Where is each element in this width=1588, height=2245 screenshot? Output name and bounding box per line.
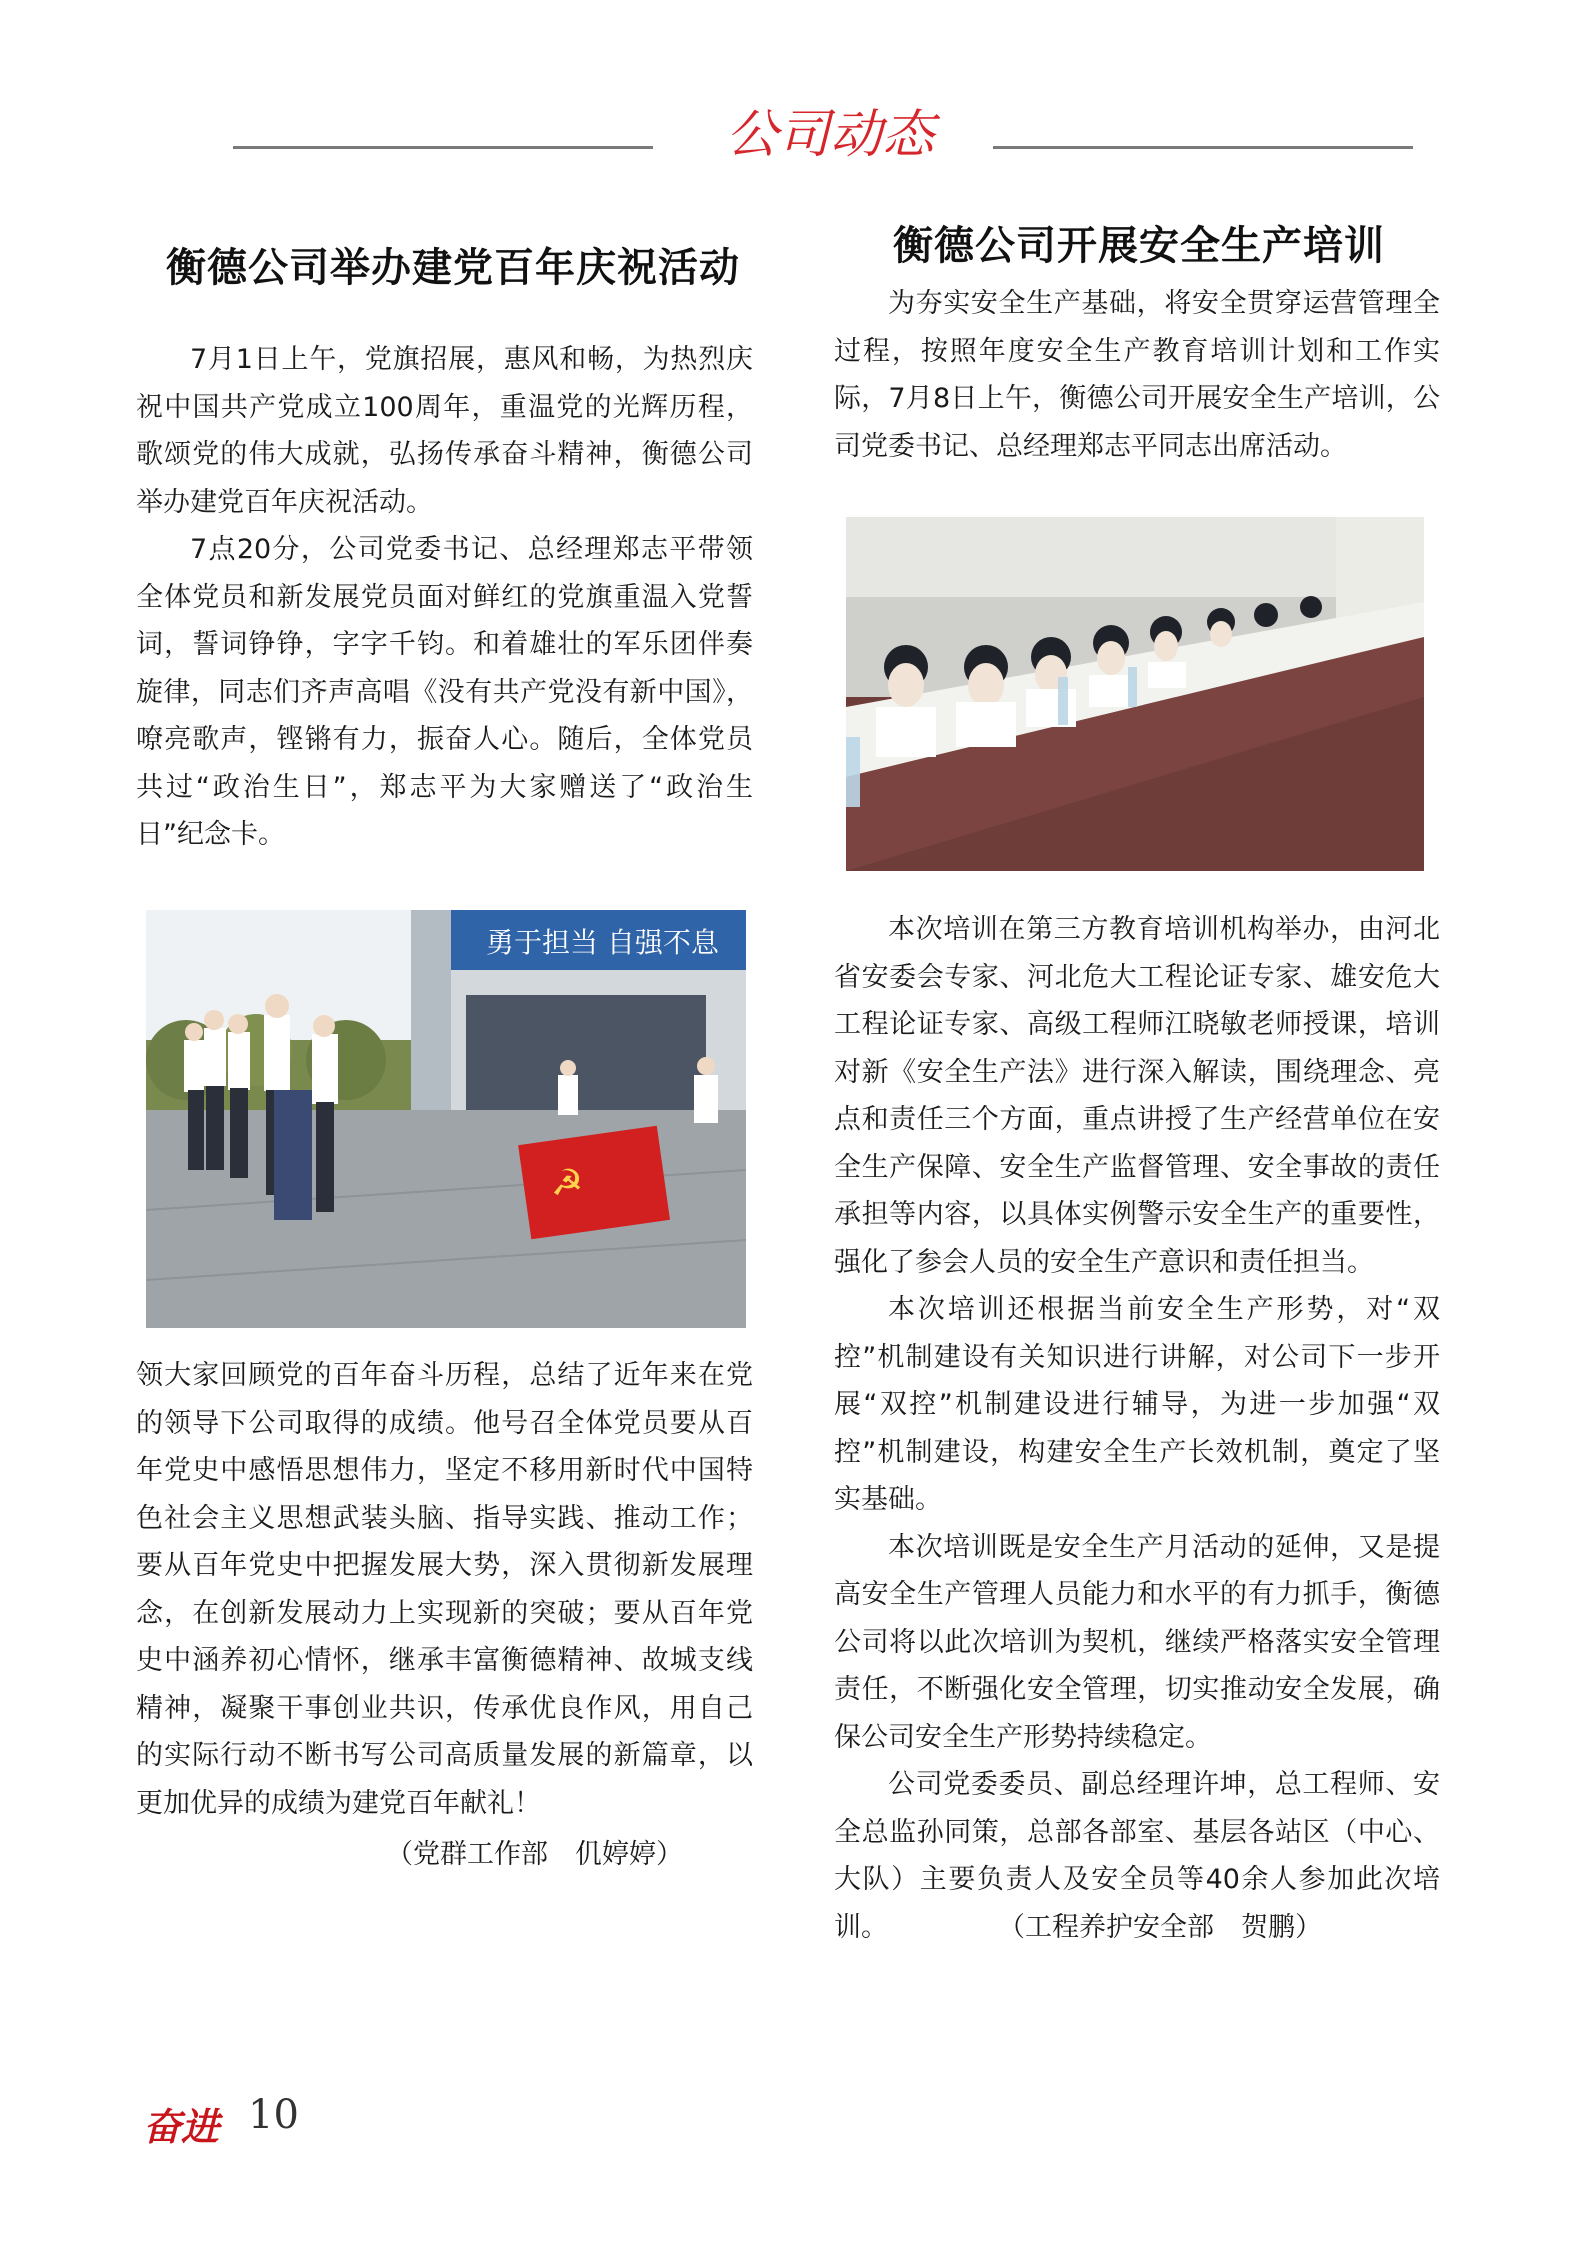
right-paragraph-1: 本次培训在第三方教育培训机构举办，由河北省安委会专家、河北危大工程论证专家、雄安危大工程论证专家、高级工程师江晓敏老师授课，培训对新《安全生产法》进行深入解读，围绕理念、亮点和责任三个方面，重点讲授了生产经营单位在安全生产保障、安全生产监督管理、安全事故的责任承担等内容，以具体实例警示安全生产的重要性，强化了参会人员的安全生产意识和责任担当。 [834,914,1440,1278]
section-title: 公司动态 [725,105,934,165]
left-article-body-bottom [136,1352,753,1879]
right-paragraph-3: 本次培训既是安全生产月活动的延伸，又是提高安全生产管理人员能力和水平的有力抓手，衡德公司将以此次培训为契机，继续严格落实安全管理责任，不断强化安全管理，切实推动安全发展，确保公司安全生产形势持续稳定。 [834,1531,1440,1753]
svg-text:☭: ☭ [551,1163,584,1204]
flag-ceremony-photo [146,910,746,1328]
right-article-intro [834,280,1440,470]
left-byline [136,1831,753,1879]
header-rule-right [993,146,1413,149]
right-paragraph-2: 本次培训还根据当前安全生产形势，对“双控”机制建设有关知识进行讲解，对公司下一步开展“双控”机制建设进行辅导，为进一步加强“双控”机制建设，构建安全生产长效机制，奠定了坚实基础。 [834,1294,1440,1515]
magazine-brand-logo: 奋进 [143,2104,220,2149]
right-article-body [834,906,1440,1951]
training-session-photo [846,517,1424,871]
left-article-body-top [136,336,753,859]
header-rule-left [233,146,653,149]
right-paragraph-4 [834,1761,1440,1951]
left-paragraph-3: 领大家回顾党的百年奋斗历程，总结了近年来在党的领导下公司取得的成绩。他号召全体党员要从百年党史中感悟思想伟力，坚定不移用新时代中国特色社会主义思想武装头脑、指导实践、推动工作；要从百年党史中把握发展大势，深入贯彻新发展理念，在创新发展动力上实现新的突破；要从百年党史中涵养初心情怀，继承丰富衡德精神、故城支线精神，凝聚干事创业共识，传承优良作风，用自己的实际行动不断书写公司高质量发展的新篇章，以更加优异的成绩为建党百年献礼！ [136,1360,753,1819]
right-byline: （工程养护安全部 贺鹏） [998,1911,1322,1943]
right-article-headline: 衡德公司开展安全生产培训 [893,222,1385,269]
right-paragraph-4-text: 公司党委委员、副总经理许坤，总工程师、安全总监孙同策，总部各部室、基层各站区（中心、大队）主要负责人及安全员等40余人参加此次培训。 [834,1769,1440,1943]
right-intro-paragraph: 为夯实安全生产基础，将安全贯穿运营管理全过程，按照年度安全生产教育培训计划和工作实际，7月8日上午，衡德公司开展安全生产培训，公司党委书记、总经理郑志平同志出席活动。 [834,288,1440,462]
left-article-headline: 衡德公司举办建党百年庆祝活动 [166,244,740,291]
left-byline-text: （党群工作部 仉婷婷） [386,1839,683,1870]
page-number: 10 [248,2092,299,2138]
left-paragraph-1: 7月1日上午，党旗招展，惠风和畅，为热烈庆祝中国共产党成立100周年，重温党的光辉历程，歌颂党的伟大成就，弘扬传承奋斗精神，衡德公司举办建党百年庆祝活动。 [136,344,753,518]
photo-banner-text: 勇于担当 自强不息 [486,926,719,959]
left-paragraph-2: 7点20分，公司党委书记、总经理郑志平带领全体党员和新发展党员面对鲜红的党旗重温入党誓词，誓词铮铮，字字千钧。和着雄壮的军乐团伴奏旋律，同志们齐声高唱《没有共产党没有新中国》，嘹亮歌声，铿锵有力，振奋人心。随后，全体党员共过“政治生日”，郑志平为大家赠送了“政治生日”纪念卡。 [136,534,753,850]
